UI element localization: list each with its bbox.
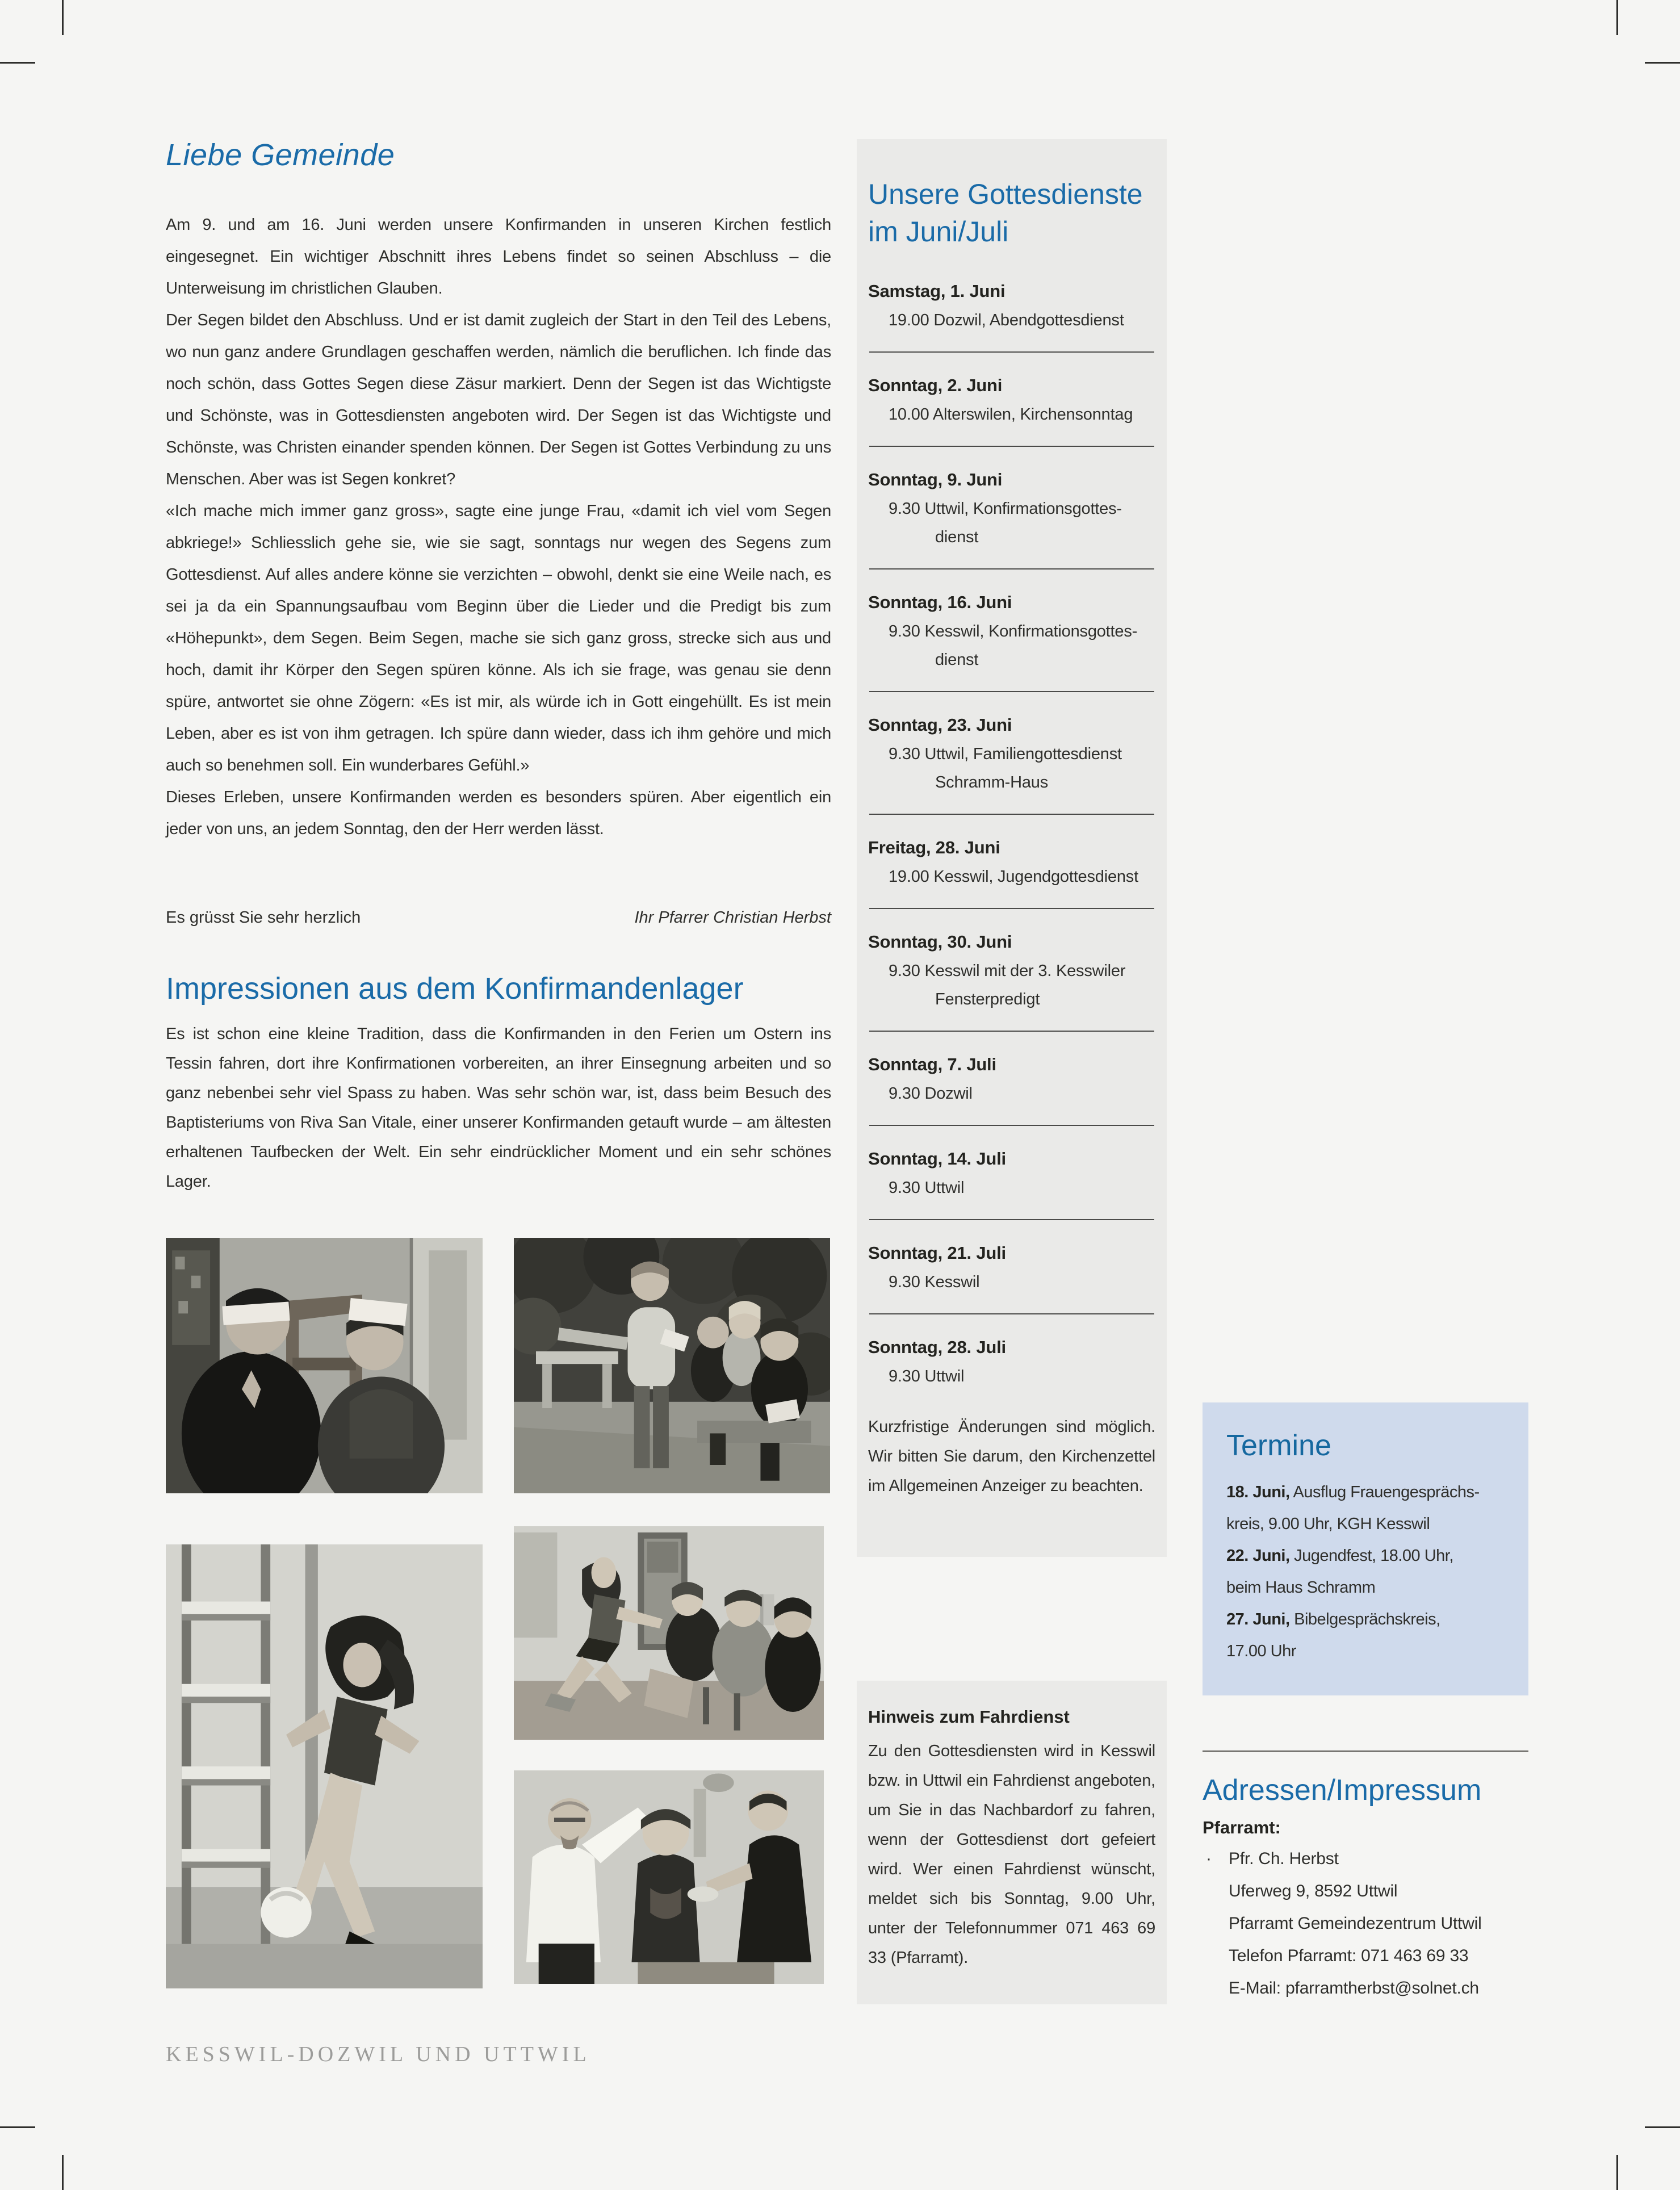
service-date: Freitag, 28. Juni [868,838,1000,857]
photo-blessing-scene [514,1770,824,1984]
services-title-line1: Unsere Gottesdienste [868,178,1143,210]
page-footer: KESSWIL-DOZWIL UND UTTWIL [166,2042,590,2066]
service-detail: 9.30 Kesswil [889,1273,980,1291]
letter-paragraph: Dieses Erleben, unsere Konfirmanden werden es besonders spüren. Aber eigentlich ein jeder von uns, an jedem Sonntag, den der Herr werden lässt. [166,788,831,838]
service-detail: 9.30 Uttwil [889,1367,965,1385]
divider [869,1031,1154,1032]
service-entry [868,277,1155,334]
service-detail: 9.30 Uttwil, Familiengottesdienst [889,745,1122,763]
termin-item: 18. Juni, Ausflug Frauengesprächs- kreis, 9.00 Uhr, KGH Kesswil [1226,1483,1480,1533]
service-date: Sonntag, 14. Juli [868,1149,1006,1169]
divider [869,1125,1154,1126]
impressum-section [1203,1751,1528,2004]
impressum-subtitle: Pfarramt: [1203,1818,1281,1837]
letter-signature: Ihr Pfarrer Christian Herbst [634,908,831,927]
service-detail: Fensterpredigt [935,990,1040,1008]
photo-game-in-room [514,1526,824,1740]
service-date: Sonntag, 9. Juni [868,470,1003,489]
service-detail: dienst [935,528,979,546]
fahrdienst-box [857,1681,1167,2004]
service-entry [868,833,1155,891]
service-detail: 9.30 Uttwil [889,1179,965,1197]
service-date: Sonntag, 21. Juli [868,1243,1006,1263]
termine-list [1226,1476,1506,1667]
service-entry [868,1333,1155,1391]
termin-date: 18. Juni, [1226,1483,1290,1501]
letter-closing: Es grüsst Sie sehr herzlich [166,908,361,927]
crop-mark [62,2155,64,2190]
impressum-lines [1203,1843,1528,2004]
section-title-impressionen: Impressionen aus dem Konfirmandenlager [166,972,744,1006]
crop-mark [0,62,35,64]
impressionen-body: Es ist schon eine kleine Tradition, dass die Konfirmanden in den Ferien um Ostern ins Tessin fahren, dort ihre Konfirmationen vorbereiten, an ihrer Einsegnung arbeiten und so ganz nebenbei sehr viel Spass zu haben. Was sehr schön war, ist, dass beim Besuch des Baptisteriums von Riva San Vitale, einer unserer Konfirmanden getauft wurde – am ältesten erhaltenen Taufbecken der Welt. Ein sehr eindrücklicher Moment und ein sehr schönes Lager. [166,1025,831,1191]
service-detail: 19.00 Kesswil, Jugendgottesdienst [889,868,1138,886]
photo-group-in-garden [514,1238,830,1493]
service-entry [868,465,1155,551]
service-date: Sonntag, 16. Juni [868,592,1012,612]
divider [869,568,1154,570]
services-title-line2: im Juni/Juli [868,216,1009,248]
service-entry [868,588,1155,674]
service-date: Samstag, 1. Juni [868,281,1006,301]
service-detail: 9.30 Uttwil, Konfirmationsgottes- [889,500,1122,518]
service-entry [868,1238,1155,1296]
crop-mark [1616,0,1618,35]
service-date: Sonntag, 2. Juni [868,375,1003,395]
divider [869,351,1154,353]
letter-paragraph: Am 9. und am 16. Juni werden unsere Konfirmanden in unseren Kirchen festlich eingesegnet. Ein wichtiger Abschnitt ihres Lebens findet so seinen Abschluss – die Unterweisung im christlichen Glauben. [166,216,831,298]
service-detail: 9.30 Kesswil mit der 3. Kesswiler [889,962,1126,980]
service-detail: 9.30 Dozwil [889,1084,973,1103]
crop-mark [1645,62,1680,64]
photo-teens-with-paper-headbands [166,1238,483,1493]
impressum-title: Adressen/Impressum [1203,1774,1482,1807]
letter-title: Liebe Gemeinde [166,138,395,172]
photo-dancing-girl-by-shelf [166,1544,483,1988]
divider [1203,1751,1528,1752]
service-date: Sonntag, 23. Juni [868,715,1012,735]
termin-date: 22. Juni, [1226,1547,1290,1565]
divider [869,814,1154,815]
termin-date: 27. Juni, [1226,1610,1290,1628]
service-entry [868,371,1155,429]
divider [869,908,1154,909]
address-line: Uferweg 9, 8592 Uttwil [1229,1882,1398,1900]
divider [869,1313,1154,1314]
service-entry [868,1144,1155,1202]
service-detail: 9.30 Kesswil, Konfirmationsgottes- [889,622,1138,640]
service-entry [868,710,1155,797]
letter-paragraph: «Ich mache mich immer ganz gross», sagte eine junge Frau, «damit ich viel vom Segen abkriege!» Schliesslich gehe sie, wie sie sagt, sonntags nur wegen des Segens zum Gottesdienst. Auf alles andere könne sie verzichten – obwohl, denkt sie eine Weile nach, es sei ja da ein Spannungsaufbau vom Beginn über die Lieder und die Predigt bis zum «Höhepunkt», dem Segen. Beim Segen, mache sie sich ganz gross, strecke sich aus und hoch, damit ihr Körper den Segen spüren könne. Als ich sie frage, was genau sie denn spüre, antwortet sie ohne Zögern: «Es ist mir, als würde ich in Gott eingehüllt. Es ist mein Leben, aber es ist von ihm getragen. Ich spüre dann wieder, dass ich ihm gehöre und mich auch so benehmen soll. Ein wunderbares Gefühl.» [166,502,831,774]
letter-closing-row [166,902,831,933]
divider [869,446,1154,447]
crop-mark [1645,2126,1680,2128]
service-detail: 19.00 Dozwil, Abendgottesdienst [889,311,1124,329]
services-box [857,139,1167,1557]
address-line: Pfarramt Gemeindezentrum Uttwil [1229,1914,1482,1933]
service-detail: 10.00 Alterswilen, Kirchensonntag [889,405,1133,424]
service-entry [868,1050,1155,1108]
service-entry [868,927,1155,1014]
service-detail: Schramm-Haus [935,773,1049,792]
services-list [868,277,1155,1391]
divider [869,1219,1154,1220]
termine-box [1203,1402,1528,1695]
crop-mark [1616,2155,1618,2190]
services-title [868,175,1155,250]
address-line: Telefon Pfarramt: 071 463 69 33 [1229,1946,1469,1965]
termin-item: 27. Juni, Bibelgesprächskreis, 17.00 Uhr [1226,1610,1440,1660]
service-detail: dienst [935,651,979,669]
fahrdienst-title: Hinweis zum Fahrdienst [868,1707,1070,1727]
address-line: E-Mail: pfarramtherbst@solnet.ch [1229,1979,1479,1998]
services-note: Kurzfristige Änderungen sind möglich. Wir bitten Sie darum, den Kirchenzettel im Allgemeinen Anzeiger zu beachten. [868,1418,1155,1495]
divider [869,691,1154,692]
letter-paragraph: Der Segen bildet den Abschluss. Und er ist damit zugleich der Start in den Teil des Lebens, wo nun ganz andere Grundlagen geschaffen werden, nämlich die beruflichen. Ich finde das noch schön, dass Gottes Segen diese Zäsur markiert. Denn der Segen ist das Wichtigste und Schönste, was in Gottesdiensten angeboten wird. Der Segen ist das Wichtigste und Schönste, was Christen einander spenden können. Der Segen ist Gottes Verbindung zu uns Menschen. Aber was ist Segen konkret? [166,311,831,488]
address-line: · Pfr. Ch. Herbst [1203,1843,1528,1875]
service-date: Sonntag, 30. Juni [868,932,1012,952]
letter-body [166,209,831,845]
service-date: Sonntag, 28. Juli [868,1337,1006,1357]
crop-mark [0,2126,35,2128]
service-date: Sonntag, 7. Juli [868,1054,996,1074]
fahrdienst-body: Zu den Gottesdiensten wird in Kesswil bzw. in Uttwil ein Fahrdienst angeboten, um Sie in das Nachbardorf zu fahren, wenn der Gottesdienst dort gefeiert wird. Wer einen Fahrdienst wünscht, meldet sich bis Sonntag, 9.00 Uhr, unter der Telefonnummer 071 463 69 33 (Pfarramt). [868,1742,1155,1967]
crop-mark [62,0,64,35]
termin-item: 22. Juni, Jugendfest, 18.00 Uhr, beim Haus Schramm [1226,1547,1453,1597]
termine-title: Termine [1226,1429,1331,1462]
